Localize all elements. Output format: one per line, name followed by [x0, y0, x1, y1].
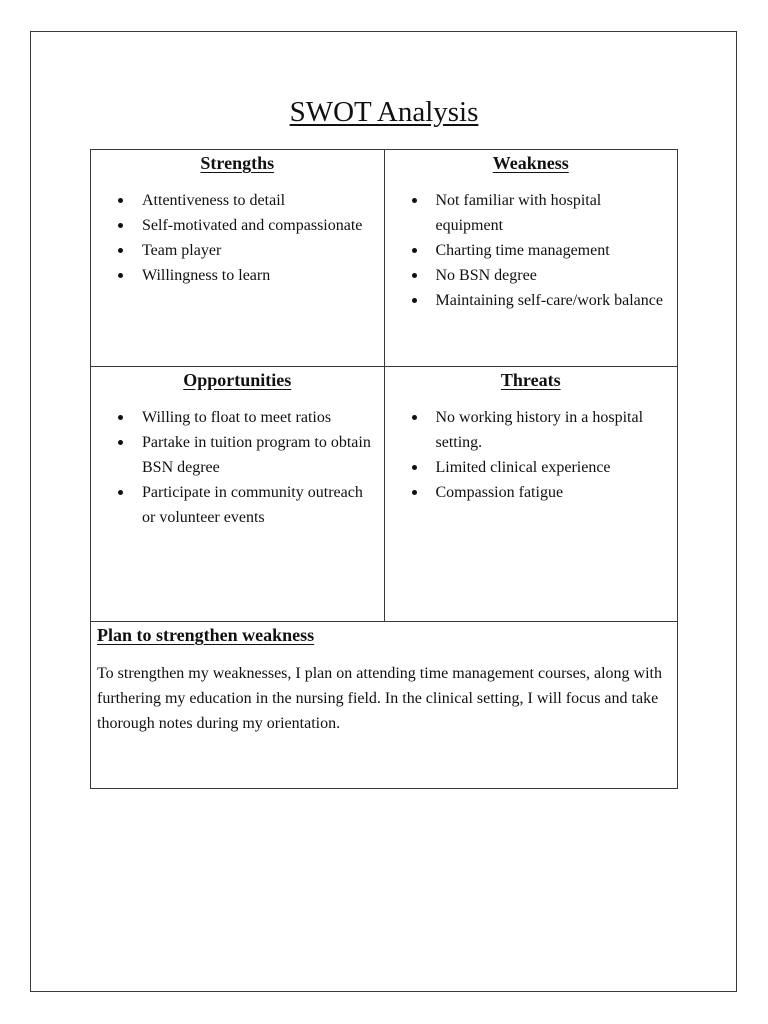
list-item: No BSN degree	[436, 263, 670, 288]
weakness-list	[385, 188, 678, 313]
list-item: Participate in community outreach or volunteer events	[142, 480, 376, 530]
weakness-cell	[384, 150, 678, 367]
list-item: Team player	[142, 238, 376, 263]
list-item: Self-motivated and compassionate	[142, 213, 376, 238]
strengths-heading: Strengths	[200, 153, 275, 173]
opportunities-cell	[91, 367, 385, 622]
list-item: Partake in tuition program to obtain BSN degree	[142, 430, 376, 480]
plan-text: To strengthen my weaknesses, I plan on attending time management courses, along with furthering my education in the nursing field. In the clinical setting, I will focus and take thorough notes during my orientation.	[97, 665, 662, 732]
plan-cell	[91, 622, 678, 789]
threats-list	[385, 405, 678, 505]
list-item: Limited clinical experience	[436, 455, 670, 480]
strengths-list	[91, 188, 384, 288]
list-item: No working history in a hospital setting.	[436, 405, 670, 455]
threats-cell	[384, 367, 678, 622]
list-item: Willing to float to meet ratios	[142, 405, 376, 430]
threats-heading: Threats	[500, 370, 561, 390]
opportunities-heading: Opportunities	[183, 370, 292, 390]
plan-heading: Plan to strengthen weakness	[97, 625, 315, 645]
opportunities-list	[91, 405, 384, 530]
list-item: Willingness to learn	[142, 263, 376, 288]
list-item: Attentiveness to detail	[142, 188, 376, 213]
list-item: Compassion fatigue	[436, 480, 670, 505]
list-item: Not familiar with hospital equipment	[436, 188, 670, 238]
list-item: Charting time management	[436, 238, 670, 263]
swot-table	[90, 149, 678, 789]
list-item: Maintaining self-care/work balance	[436, 288, 670, 313]
weakness-heading: Weakness	[492, 153, 569, 173]
strengths-cell	[91, 150, 385, 367]
document-title: SWOT Analysis	[289, 96, 479, 128]
